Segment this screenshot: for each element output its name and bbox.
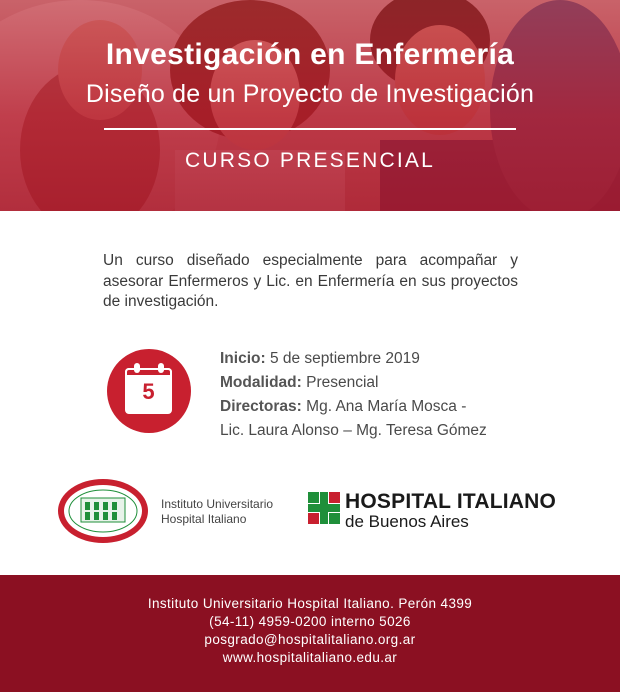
modality-row bbox=[220, 371, 540, 395]
start-value: 5 de septiembre 2019 bbox=[269, 350, 420, 367]
calendar-icon bbox=[107, 349, 191, 433]
hero-title: Investigación en Enfermería bbox=[105, 38, 515, 71]
hero-subtitle: Diseño de un Proyecto de Investigación bbox=[85, 80, 535, 108]
directors-value-line2: Lic. Laura Alonso – Mg. Teresa Gómez bbox=[220, 422, 487, 439]
iuhi-name bbox=[161, 497, 273, 527]
directors-row bbox=[220, 395, 540, 419]
directors-value-line1: Mg. Ana María Mosca - bbox=[306, 398, 467, 415]
calendar-ring-right bbox=[158, 363, 164, 373]
iuhi-name-line2: Hospital Italiano bbox=[161, 512, 247, 526]
intro-text: Un curso diseñado especialmente para acompañar y asesorar Enfermeros y Lic. en Enfermería en sus proyectos de investigación. bbox=[103, 252, 518, 310]
hospital-cross-icon bbox=[308, 492, 340, 524]
footer-website[interactable]: www.hospitalitaliano.edu.ar bbox=[222, 650, 398, 665]
hospital-city: de Buenos Aires bbox=[345, 512, 469, 531]
iuhi-seal-logo bbox=[57, 478, 149, 544]
modality-value: Presencial bbox=[306, 374, 379, 391]
course-type: CURSO PRESENCIAL bbox=[185, 149, 435, 172]
calendar-ring-left bbox=[134, 363, 140, 373]
hospital-name: HOSPITAL ITALIANO bbox=[345, 490, 557, 513]
footer-phone: (54-11) 4959-0200 interno 5026 bbox=[209, 614, 411, 629]
hero-divider bbox=[104, 128, 516, 130]
calendar-day: 5 bbox=[142, 379, 155, 404]
modality-label: Modalidad: bbox=[220, 374, 302, 391]
iuhi-name-line1: Instituto Universitario bbox=[161, 497, 274, 511]
footer-address: Instituto Universitario Hospital Italiano. Perón 4399 bbox=[147, 596, 473, 611]
course-details bbox=[220, 347, 540, 443]
footer bbox=[0, 575, 620, 692]
start-label: Inicio: bbox=[220, 350, 266, 367]
hero-banner bbox=[0, 0, 620, 211]
calendar-header bbox=[125, 368, 172, 377]
start-row bbox=[220, 347, 540, 371]
footer-email[interactable]: posgrado@hospitalitaliano.org.ar bbox=[204, 632, 416, 647]
directors-label: Directoras: bbox=[220, 398, 302, 415]
directors-row-2 bbox=[220, 419, 540, 443]
